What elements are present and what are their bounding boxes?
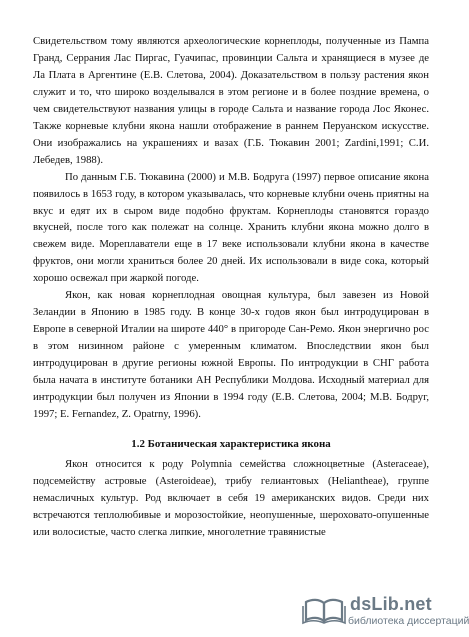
paragraph-4: Якон относится к роду Polymnia семейства сложноцветные (Asteraceae), подсемейству астровые (Asteroideae), трибу гелиантовых (Heliantheae), группе немасличных культур. Род включает в себя 19 американских видов. Среди них встречаются теплолюбивые и морозостойкие, неопушенные, шероховато-опушенные или волосистые, часто слегка липкие, многолетние травянистые [33, 457, 429, 538]
watermark-subtitle: библиотека диссертаций [348, 615, 469, 627]
paragraph-2: По данным Г.Б. Тюкавина (2000) и М.В. Бодруга (1997) первое описание якона появилось в 1653 году, в котором указывалась, что корневые клубни очень приятны на вкус и едят их в сыром виде подобно фруктам. Корнеплоды становятся гораздо вкусней, после того как полежат на солнце. Хранить клубни якона можно долго в свежем виде. Мореплаватели еще в 17 веке использовали клубни якона в качестве фруктов, они могли храниться более 20 дней. Их использовали в виде сока, который хорошо освежал при жаркой погоде. [33, 170, 429, 285]
watermark-logo-prefix: ds [350, 594, 372, 614]
paragraph-1: Свидетельством тому являются археологические корнеплоды, полученные из Пампа Гранд, Серрания Лас Пиргас, Гуачипас, провинции Сальта и хранящиеся в музее де Ла Плата в Аргентине (Е.В. Слетова, 2004). Доказательством в пользу растения якон служит и то, что широко возделывался в этом регионе и в более поздние времена, о чем свидетельствуют названия улицы в городе Сальта и название города Лос Яконес. Также корневые клубни якона нашли отображение в раннем Перуанском искусстве. Они изображались на украшениях и вазах (Г.Б. Тюкавин 2001; Zardini,1991; С.И. Лебедев, 1988). [33, 35, 429, 166]
document-page [33, 33, 432, 637]
watermark-logo [350, 594, 432, 614]
section-heading: 1.2 Ботаническая характеристика якона [131, 437, 331, 450]
watermark [300, 592, 469, 634]
paragraph-3: Якон, как новая корнеплодная овощная культура, был завезен из Новой Зеландии в Японию в 1985 году. В конце 30-х годов якон был интродуцирован в Европе в северной Италии на широте 440° в пригороде Сан-Ремо. Якон энергично рос в этом низинном районе с умеренным климатом. Впоследствии якон был интродуцирован в другие регионы южной Европы. По интродукции в СНГ работа была начата в институте ботаники АН Республики Молдова. Исходный материал для интродукции был получен из Японии в 1994 году (Е.В. Слетова, 2004; М.В. Бодруг, 1997; E. Fernandez, Z. Opatrny, 1996). [33, 289, 429, 420]
book-logo-icon [302, 596, 346, 624]
watermark-logo-suffix: Lib.net [371, 594, 432, 614]
